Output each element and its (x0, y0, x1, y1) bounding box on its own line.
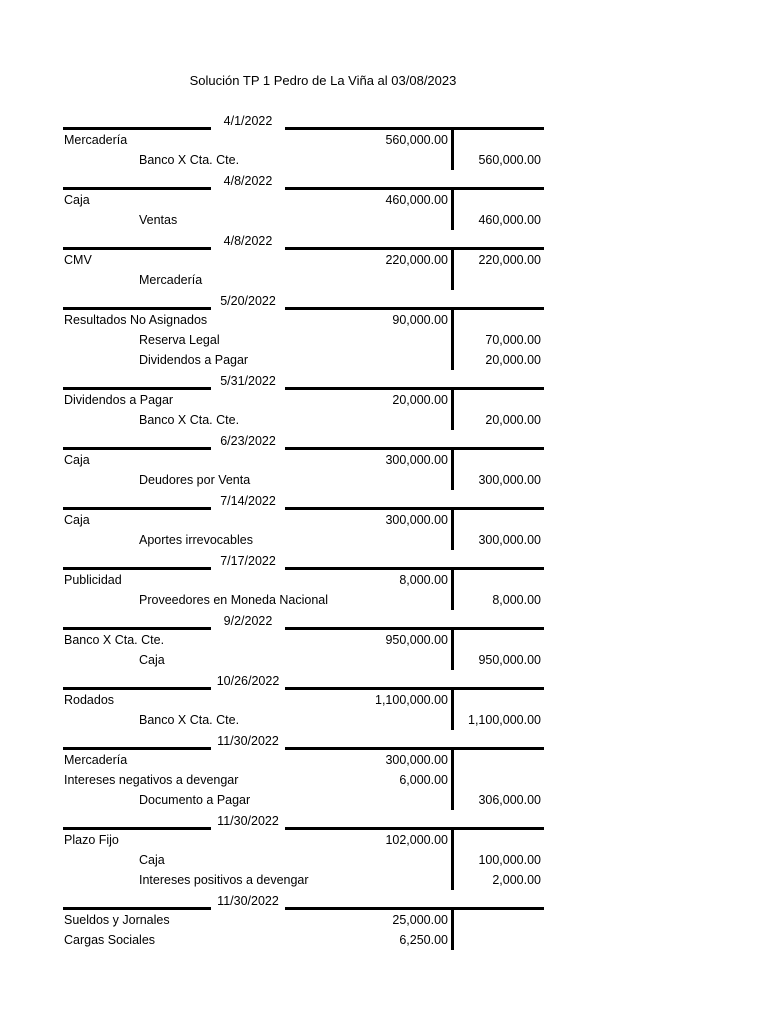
credit-amount: 300,000.00 (478, 533, 541, 547)
journal-entry (63, 370, 544, 430)
account-name: Plazo Fijo (64, 833, 119, 847)
entry-date-row (63, 810, 544, 830)
journal-entry (63, 890, 544, 950)
entry-line (63, 770, 544, 790)
entry-date: 10/26/2022 (216, 674, 280, 688)
entry-line (63, 330, 544, 350)
debit-amount: 102,000.00 (385, 833, 448, 847)
journal-entry (63, 610, 544, 670)
debit-amount: 25,000.00 (392, 913, 448, 927)
debit-amount: 6,250.00 (399, 933, 448, 947)
entry-line (63, 930, 544, 950)
entry-line (63, 830, 544, 850)
journal-entry (63, 550, 544, 610)
entry-line (63, 870, 544, 890)
debit-amount: 460,000.00 (385, 193, 448, 207)
journal-entry (63, 670, 544, 730)
account-name: Caja (64, 453, 90, 467)
debit-amount: 300,000.00 (385, 513, 448, 527)
journal-entry (63, 290, 544, 370)
entry-date: 11/30/2022 (217, 814, 279, 828)
entry-line (63, 630, 544, 650)
debit-amount: 20,000.00 (392, 393, 448, 407)
entry-date-row (63, 110, 544, 130)
entry-date-row (63, 490, 544, 510)
account-name: Sueldos y Jornales (64, 913, 170, 927)
entry-line (63, 310, 544, 330)
entry-date-row (63, 890, 544, 910)
credit-amount: 20,000.00 (485, 413, 541, 427)
credit-amount: 20,000.00 (485, 353, 541, 367)
credit-amount: 1,100,000.00 (468, 713, 541, 727)
entry-date: 5/31/2022 (220, 374, 276, 388)
entry-line (63, 410, 544, 430)
account-name: Ventas (139, 213, 178, 227)
account-name: Banco X Cta. Cte. (64, 633, 165, 647)
entry-date-row (63, 290, 544, 310)
entry-line (63, 710, 544, 730)
entry-date: 7/14/2022 (220, 494, 276, 508)
entry-line (63, 190, 544, 210)
account-name: Banco X Cta. Cte. (139, 413, 240, 427)
entry-date: 11/30/2022 (217, 894, 279, 908)
credit-amount: 300,000.00 (478, 473, 541, 487)
entry-line (63, 690, 544, 710)
account-name: Reserva Legal (139, 333, 220, 347)
credit-amount: 460,000.00 (478, 213, 541, 227)
account-name: Publicidad (64, 573, 122, 587)
entry-line (63, 270, 544, 290)
entry-line (63, 390, 544, 410)
journal-entry (63, 110, 544, 170)
entry-date: 4/8/2022 (223, 174, 273, 188)
credit-amount: 560,000.00 (478, 153, 541, 167)
debit-amount: 90,000.00 (392, 313, 448, 327)
credit-amount: 950,000.00 (478, 653, 541, 667)
debit-amount: 300,000.00 (385, 453, 448, 467)
entry-date-row (63, 550, 544, 570)
entry-date: 5/20/2022 (220, 294, 276, 308)
credit-amount: 100,000.00 (478, 853, 541, 867)
entry-line (63, 850, 544, 870)
entry-line (63, 130, 544, 150)
account-name: Documento a Pagar (139, 793, 251, 807)
entry-line (63, 450, 544, 470)
journal-entries (63, 110, 544, 950)
account-name: Aportes irrevocables (139, 533, 253, 547)
entry-line (63, 250, 544, 270)
journal-entry (63, 810, 544, 890)
account-name: Banco X Cta. Cte. (139, 153, 240, 167)
debit-amount: 220,000.00 (385, 253, 448, 267)
debit-amount: 1,100,000.00 (375, 693, 448, 707)
account-name: Banco X Cta. Cte. (139, 713, 240, 727)
page-title: Solución TP 1 Pedro de La Viña al 03/08/2023 (189, 73, 457, 88)
entry-date: 7/17/2022 (220, 554, 276, 568)
journal-entry (63, 170, 544, 230)
account-name: Rodados (64, 693, 115, 707)
account-name: Mercadería (64, 133, 128, 147)
account-name: Caja (139, 653, 165, 667)
account-name: Proveedores en Moneda Nacional (139, 593, 329, 607)
account-name: Resultados No Asignados (64, 313, 208, 327)
credit-amount: 306,000.00 (478, 793, 541, 807)
entry-line (63, 470, 544, 490)
entry-line (63, 210, 544, 230)
journal-entry (63, 230, 544, 290)
account-name: Mercadería (64, 753, 128, 767)
entry-line (63, 530, 544, 550)
entry-line (63, 350, 544, 370)
account-name: Intereses negativos a devengar (64, 773, 239, 787)
journal-entry (63, 430, 544, 490)
debit-amount: 8,000.00 (399, 573, 448, 587)
credit-amount: 8,000.00 (492, 593, 541, 607)
entry-line (63, 910, 544, 930)
account-name: Intereses positivos a devengar (139, 873, 309, 887)
account-name: Cargas Sociales (64, 933, 156, 947)
account-name: Dividendos a Pagar (139, 353, 249, 367)
debit-amount: 300,000.00 (385, 753, 448, 767)
entry-line (63, 150, 544, 170)
entry-line (63, 590, 544, 610)
entry-date-row (63, 430, 544, 450)
entry-line (63, 790, 544, 810)
entry-date-row (63, 670, 544, 690)
account-name: Caja (139, 853, 165, 867)
entry-date-row (63, 370, 544, 390)
debit-amount: 950,000.00 (385, 633, 448, 647)
entry-line (63, 570, 544, 590)
journal-entry (63, 490, 544, 550)
debit-amount: 6,000.00 (399, 773, 448, 787)
entry-date-row (63, 170, 544, 190)
credit-amount: 2,000.00 (492, 873, 541, 887)
entry-line (63, 650, 544, 670)
credit-amount: 70,000.00 (485, 333, 541, 347)
entry-date: 6/23/2022 (220, 434, 276, 448)
account-name: CMV (64, 253, 92, 267)
account-name: Caja (64, 513, 90, 527)
account-name: Mercadería (139, 273, 203, 287)
debit-amount: 560,000.00 (385, 133, 448, 147)
entry-date-row (63, 730, 544, 750)
entry-date: 4/8/2022 (223, 234, 273, 248)
account-name: Deudores por Venta (139, 473, 251, 487)
entry-date-row (63, 610, 544, 630)
journal-entry (63, 730, 544, 810)
entry-date: 4/1/2022 (223, 114, 273, 128)
entry-date-row (63, 230, 544, 250)
entry-date: 9/2/2022 (223, 614, 273, 628)
entry-line (63, 750, 544, 770)
account-name: Caja (64, 193, 90, 207)
credit-amount: 220,000.00 (478, 253, 541, 267)
entry-date: 11/30/2022 (217, 734, 279, 748)
entry-line (63, 510, 544, 530)
account-name: Dividendos a Pagar (64, 393, 174, 407)
